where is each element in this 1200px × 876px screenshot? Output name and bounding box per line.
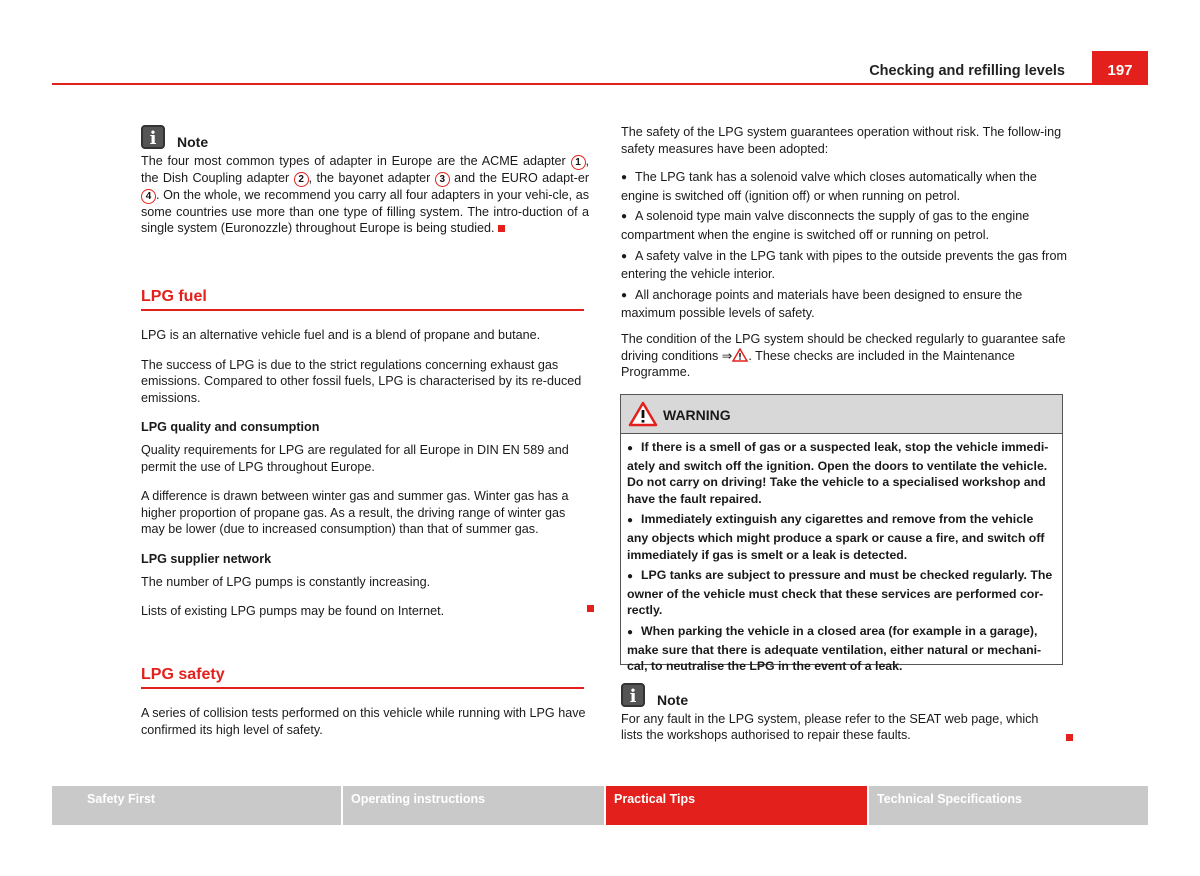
end-marker bbox=[587, 605, 594, 612]
info-icon: i bbox=[141, 125, 165, 149]
header-rule bbox=[52, 83, 1148, 85]
footer-tab-operating-instructions[interactable]: Operating instructions bbox=[343, 786, 604, 825]
subheading-supplier: LPG supplier network bbox=[141, 551, 272, 566]
adapter-ref-3: 3 bbox=[435, 172, 450, 187]
footer-tab-practical-tips[interactable]: Practical Tips bbox=[606, 786, 867, 825]
lpg-safety-section bbox=[141, 705, 587, 738]
paragraph: A difference is drawn between winter gas and summer gas. Winter gas has a higher proportion of propane gas. As a result, the driving range of winter gas may be lower (due to increased consumption) than that of summer gas. bbox=[141, 489, 569, 537]
heading-lpg-safety: LPG safety bbox=[141, 666, 225, 683]
note-title: Note bbox=[177, 134, 209, 150]
note-title: Note bbox=[657, 692, 689, 708]
warning-body bbox=[621, 434, 1062, 675]
paragraph: Lists of existing LPG pumps may be found on Internet. bbox=[141, 604, 445, 619]
adapter-ref-4: 4 bbox=[141, 189, 156, 204]
heading-rule bbox=[141, 687, 584, 689]
info-icon: i bbox=[621, 683, 645, 707]
warning-title: WARNING bbox=[663, 407, 731, 423]
note-block-adapters bbox=[141, 124, 589, 237]
warning-item: ● If there is a smell of gas or a suspected leak, stop the vehicle immedi-ately and switch off the ignition. Open the doors to ventilate the vehicle. Do not carry on driving! Take the vehicle to a specialised workshop and have the fault repaired. bbox=[627, 440, 1049, 506]
end-marker bbox=[498, 225, 505, 232]
intro-paragraph: The safety of the LPG system guarantees operation without risk. The follow-ing safety measures have been adopted: bbox=[621, 125, 1062, 156]
end-marker bbox=[1066, 734, 1073, 741]
paragraph: A series of collision tests performed on this vehicle while running with LPG have confirmed its high level of safety. bbox=[141, 706, 586, 737]
list-item: ● All anchorage points and materials have been designed to ensure the maximum possible levels of safety. bbox=[621, 287, 1023, 321]
warning-box bbox=[620, 394, 1063, 674]
paragraph: The number of LPG pumps is constantly increasing. bbox=[141, 574, 431, 589]
warning-item: ● Immediately extinguish any cigarettes and remove from the vehicle any objects which might produce a spark or cause a fire, and switch off immediately if gas is smelt or a leak is detected. bbox=[627, 512, 1045, 562]
lpg-fuel-section bbox=[141, 327, 587, 620]
page-number-box bbox=[1092, 51, 1148, 85]
warning-triangle-icon bbox=[732, 348, 748, 362]
list-item: ● A safety valve in the LPG tank with pipes to the outside prevents the gas from entering the vehicle interior. bbox=[621, 248, 1067, 282]
paragraph: Quality requirements for LPG are regulated for all Europe in DIN EN 589 and permit the use of LPG throughout Europe. bbox=[141, 442, 569, 474]
warning-item: ● When parking the vehicle in a closed area (for example in a garage), make sure that there is adequate ventilation, either natural or mechani-cal, to neutralise the LPG in the event of a leak. bbox=[627, 623, 1042, 674]
page-number: 197 bbox=[1107, 62, 1133, 79]
safety-measures-list bbox=[621, 169, 1067, 322]
warning-item: ● LPG tanks are subject to pressure and must be checked regularly. The owner of the vehicle must check that these services are performed cor-rectly. bbox=[627, 568, 1053, 618]
heading-lpg-fuel: LPG fuel bbox=[141, 288, 207, 305]
subheading-quality: LPG quality and consumption bbox=[141, 420, 320, 435]
warning-triangle-icon bbox=[628, 401, 658, 427]
adapter-ref-2: 2 bbox=[294, 172, 309, 187]
list-item: ● A solenoid type main valve disconnects the supply of gas to the engine compartment when the engine is switched off or running on petrol. bbox=[621, 209, 1030, 242]
paragraph: The success of LPG is due to the strict regulations concerning exhaust gas emissions. Compared to other fossil fuels, LPG is characterised by its re-duced emissions. bbox=[141, 357, 582, 405]
condition-paragraph: The condition of the LPG system should be checked regularly to guarantee safe driving conditions ⇒ . These checks are included in the Maintenance Programme. bbox=[621, 331, 1066, 380]
section-title: Checking and refilling levels bbox=[869, 63, 1065, 79]
heading-rule bbox=[141, 309, 584, 311]
note-block-fault bbox=[621, 682, 1051, 744]
safety-measures-section bbox=[621, 124, 1067, 381]
adapter-ref-1: 1 bbox=[571, 155, 586, 170]
footer-tab-safety-first[interactable]: Safety First bbox=[52, 786, 341, 825]
note-text: The four most common types of adapter in Europe are the ACME adapter 1 , the Dish Coupling adapter 2 , the bayonet adapter 3 and the EURO adapt-er 4 . On the whole, we recommend you carry all four adapters in your vehi-cle, as some countries use more than one type of filling system. The intro-duction of a single system (Euronozzle) throughout Europe is being studied. bbox=[141, 153, 590, 236]
list-item: ● The LPG tank has a solenoid valve which closes automatically when the engine is switched off (ignition off) or when running on petrol. bbox=[621, 170, 1037, 203]
note-text: For any fault in the LPG system, please refer to the SEAT web page, which lists the workshops authorised to repair these faults. bbox=[621, 711, 1039, 743]
warning-header bbox=[621, 395, 1062, 434]
paragraph: LPG is an alternative vehicle fuel and is a blend of propane and butane. bbox=[141, 328, 541, 342]
footer-tab-technical-specifications[interactable]: Technical Specifications bbox=[869, 786, 1148, 825]
